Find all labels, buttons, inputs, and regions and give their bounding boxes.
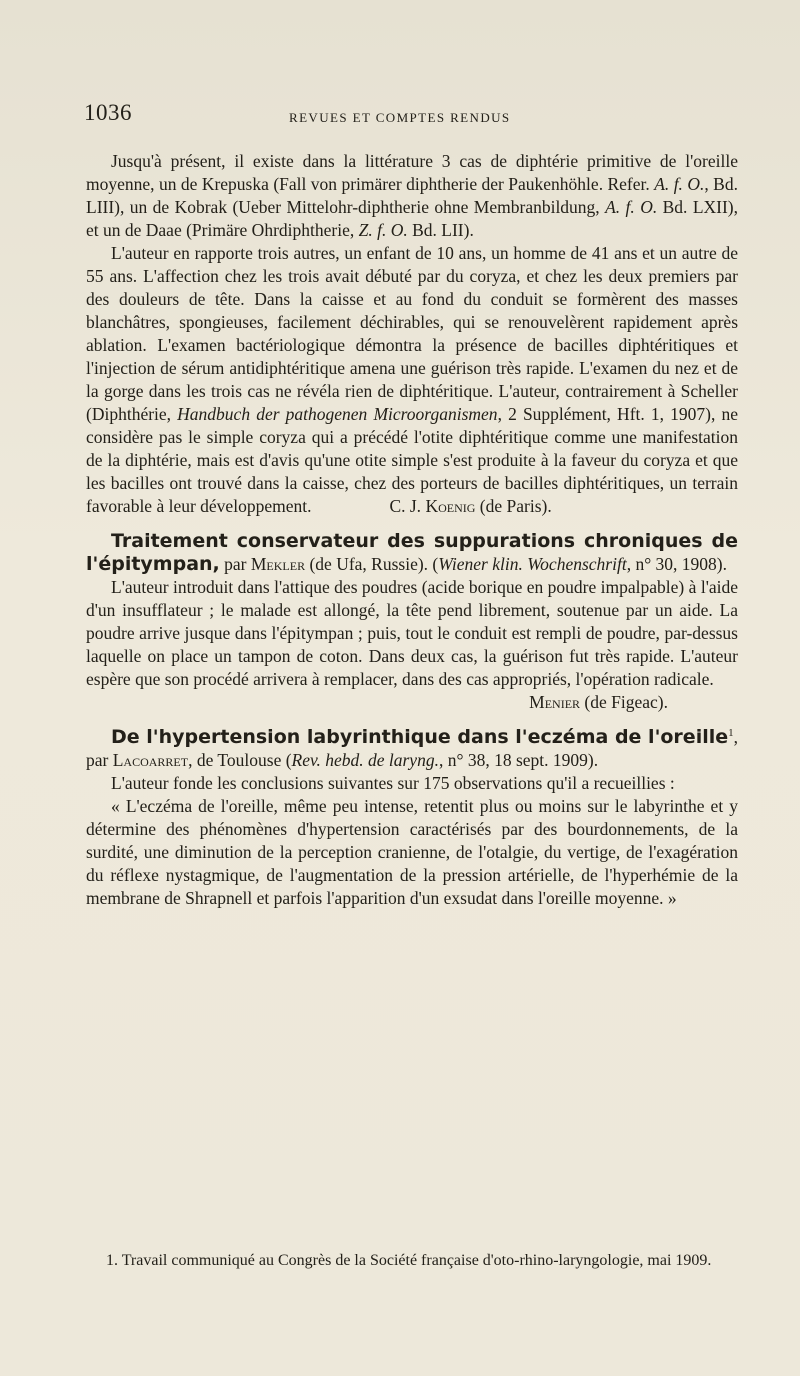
reviewer-signature: [86, 691, 738, 714]
review-eczema-quote: « L'eczéma de l'oreille, même peu intense, retentit plus ou moins sur le labyrinthe et y détermine des phénomènes d'hypertension caractérisés par des bourdonnements, de la surdité, une diminution de la perception cranienne, de l'otalgie, du vertige, de l'exagération du réflexe nystagmique, de l'augmentation de la pression artérielle, de l'hyperhémie de la membrane de Shrapnell et parfois l'apparition d'un exsudat dans l'oreille moyenne. »: [86, 796, 738, 908]
article-title: Traitement conservateur des suppurations chroniques de l'épitympan,: [86, 530, 738, 575]
byline-text: par: [219, 554, 251, 574]
reviewer-origin: (de Figeac).: [580, 692, 668, 712]
page-number: 1036: [84, 100, 132, 125]
journal-citation: A. f. O.: [605, 197, 658, 217]
review-diphtheria: [86, 150, 738, 518]
footnote-marker: 1: [728, 727, 734, 740]
review-epitympan-heading: [86, 530, 738, 576]
journal-issue: , n° 30, 1908).: [626, 554, 728, 574]
footnote: 1. Travail communiqué au Congrès de la Société française d'oto-rhino-laryngologie, mai 1909.: [106, 1252, 712, 1269]
page-header: [84, 100, 734, 130]
paragraph-text: Jusqu'à présent, il existe dans la littérature 3 cas de diphtérie primitive de l'oreille moyenne, un de Krepuska (Fall von primärer diphtherie der Paukenhöhle. Refer.: [86, 151, 738, 194]
signature-initials: C. J.: [389, 496, 426, 516]
paragraph-text: , Bd. LIII), un de Kobrak (Ueber Mittelohr-diphtherie ohne Membranbildung,: [86, 174, 738, 217]
review-eczema-paragraph-1: L'auteur fonde les conclusions suivantes sur 175 observations qu'il a recueillies :: [111, 773, 675, 793]
reviewer-signature: [389, 496, 551, 516]
author-origin: , de Toulouse (: [188, 750, 292, 770]
review-diphtheria-paragraph-2: [86, 242, 738, 518]
journal-citation: A. f. O.: [654, 174, 705, 194]
book-citation: Handbuch der pathogenen Microorganismen: [177, 404, 498, 424]
reviewer-origin: (de Paris).: [475, 496, 552, 516]
article-title: De l'hypertension labyrinthique dans l'eczéma de l'oreille: [111, 726, 729, 748]
paragraph-text: L'auteur en rapporte trois autres, un enfant de 10 ans, un homme de 41 ans et un autre de 55 ans. L'affection chez les trois avait débuté par du coryza, et chez les deux premiers par des douleurs de tête. Dans la caisse et au fond du conduit se formèrent des masses blanchâtres, spongieuses, facilement déchirables, qui se renouvelèrent rapidement après ablation. L'examen bactériologique démontra la présence de bacilles diphtéritiques et l'injection de sérum antidiphtéritique amena une guérison très rapide. L'examen du nez et de la gorge dans les trois cas ne révéla rien de diphtéritique. L'auteur, contrairement à Scheller (Diphthérie,: [86, 243, 738, 424]
review-eczema-heading: [86, 726, 738, 772]
journal-citation: Z. f. O.: [358, 220, 408, 240]
paragraph-text: Bd. LXII), et un de Daae (Primäre Ohrdiphtherie,: [86, 197, 739, 240]
journal-citation: Wiener klin. Wochenschrift: [438, 554, 627, 574]
author-origin: (de Ufa, Russie). (: [305, 554, 439, 574]
article-author: Mekler: [250, 554, 306, 574]
review-epitympan: [86, 530, 738, 714]
paragraph-text: Bd. LII).: [407, 220, 474, 240]
reviewer-name: Koenig: [425, 496, 476, 516]
journal-issue: , n° 38, 18 sept. 1909).: [438, 750, 599, 770]
journal-citation: Rev. hebd. de laryng.: [291, 750, 439, 770]
article-author: Lacoarret: [112, 750, 189, 770]
byline-text: , par: [86, 727, 738, 770]
running-head: REVUES ET COMPTES RENDUS: [289, 110, 511, 125]
page-content: [86, 150, 738, 910]
footnote-area: [86, 1250, 738, 1272]
review-eczema: [86, 726, 738, 910]
review-diphtheria-paragraph-1: [86, 150, 738, 242]
review-epitympan-body: L'auteur introduit dans l'attique des poudres (acide borique en poudre impalpable) à l'aide d'un insufflateur ; le malade est allongé, la tête pend librement, soutenue par un aide. La poudre arrive jusque dans l'épitympan ; puis, tout le conduit est rempli de poudre, par-dessus laquelle on place un tampon de coton. Dans deux cas, la guérison fut très rapide. L'auteur espère que son procédé arrivera à remplacer, dans des cas appropriés, l'opération radicale.: [86, 577, 738, 689]
reviewer-name: Menier: [529, 692, 581, 712]
paragraph-text: , 2 Supplément, Hft. 1, 1907), ne considère pas le simple coryza qui a précédé l'otite diphtéritique comme une manifestation de la diphtérie, mais est d'avis qu'une otite simple s'est produite à la faveur du coryza et que les bacilles ont trouvé dans la caisse, chez des porteurs de bacilles diphtéritiques, un terrain favorable à leur développement.: [86, 404, 738, 516]
